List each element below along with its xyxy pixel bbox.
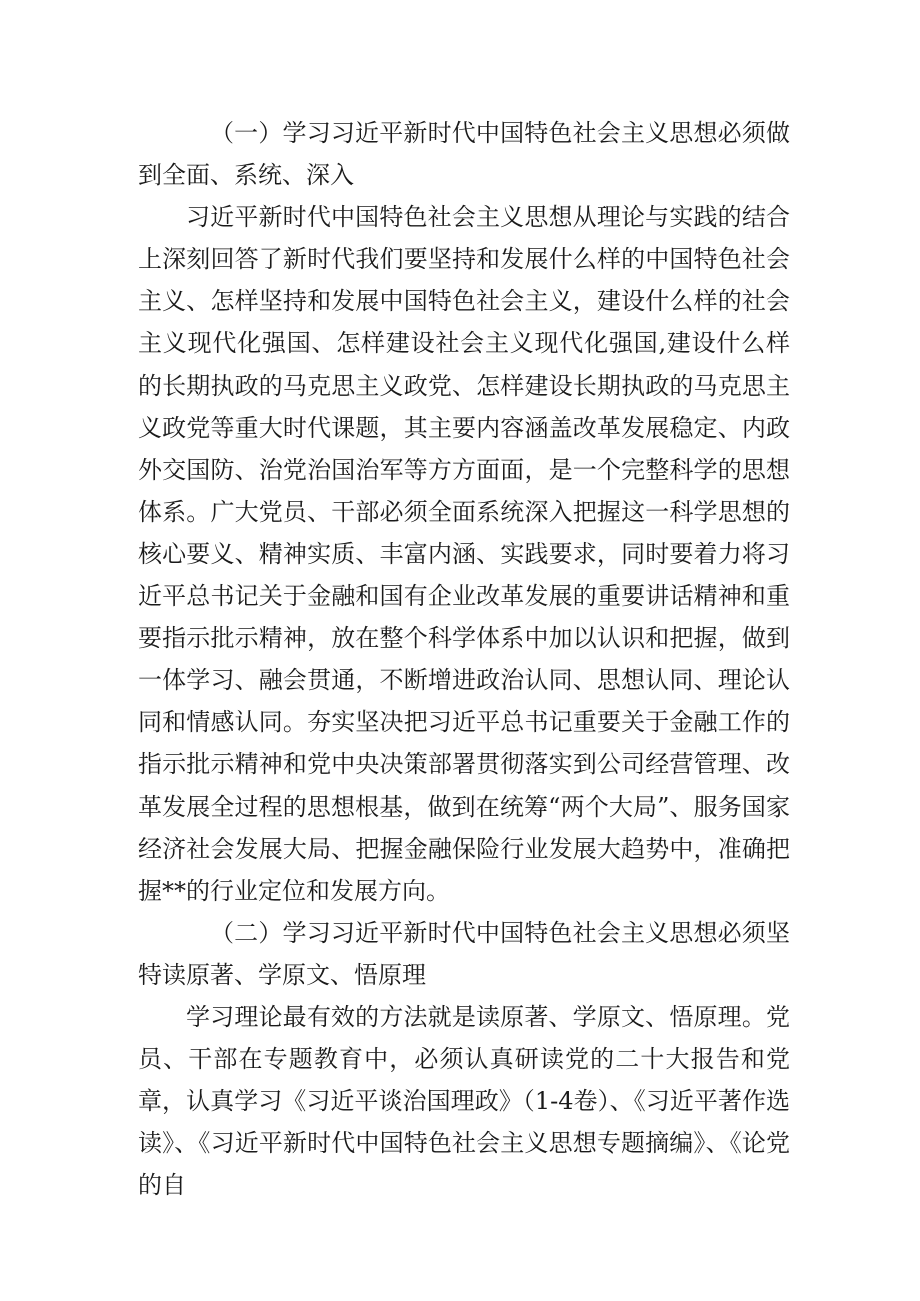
section-2-heading: （二）学习习近平新时代中国特色社会主义思想必须坚特读原著、学原文、悟原理 (138, 918, 790, 989)
document-body (138, 112, 790, 1206)
section-1-heading: （一）学习习近平新时代中国特色社会主义思想必须做到全面、系统、深入 (138, 119, 790, 190)
section-1-paragraph: 习近平新时代中国特色社会主义思想从理论与实践的结合上深刻回答了新时代我们要坚持和发展什么样的中国特色社会主义、怎样坚持和发展中国特色社会主义，建设什么样的社会主义现代化强国、怎样建设社会主义现代化强国,建设什么样的长期执政的马克思主义政党、怎样建设长期执政的马克思主义政党等重大时代课题，其主要内容涵盖改革发展稳定、内政外交国防、治党治国治军等方方面面，是一个完整科学的思想体系。广大党员、干部必须全面系统深入把握这一科学思想的核心要义、精神实质、丰富内涵、实践要求，同时要着力将习近平总书记关于金融和国有企业改革发展的重要讲话精神和重要指示批示精神，放在整个科学体系中加以认识和把握，做到一体学习、融会贯通，不断增进政治认同、思想认同、理论认同和情感认同。夯实坚决把习近平总书记重要关于金融工作的指示批示精神和党中央决策部署贯彻落实到公司经营管理、改革发展全过程的思想根基，做到在统筹“两个大局”、服务国家经济社会发展大局、把握金融保险行业发展大趋势中，准确把握**的行业定位和发展方向。 (138, 203, 790, 905)
section-2-paragraph: 学习理论最有效的方法就是读原著、学原文、悟原理。党员、干部在专题教育中，必须认真研读党的二十大报告和党章，认真学习《习近平谈治国理政》（1-4卷）、《习近平著作选读》、《习近平新时代中国特色社会主义思想专题摘编》、《论党的自 (138, 1002, 790, 1200)
